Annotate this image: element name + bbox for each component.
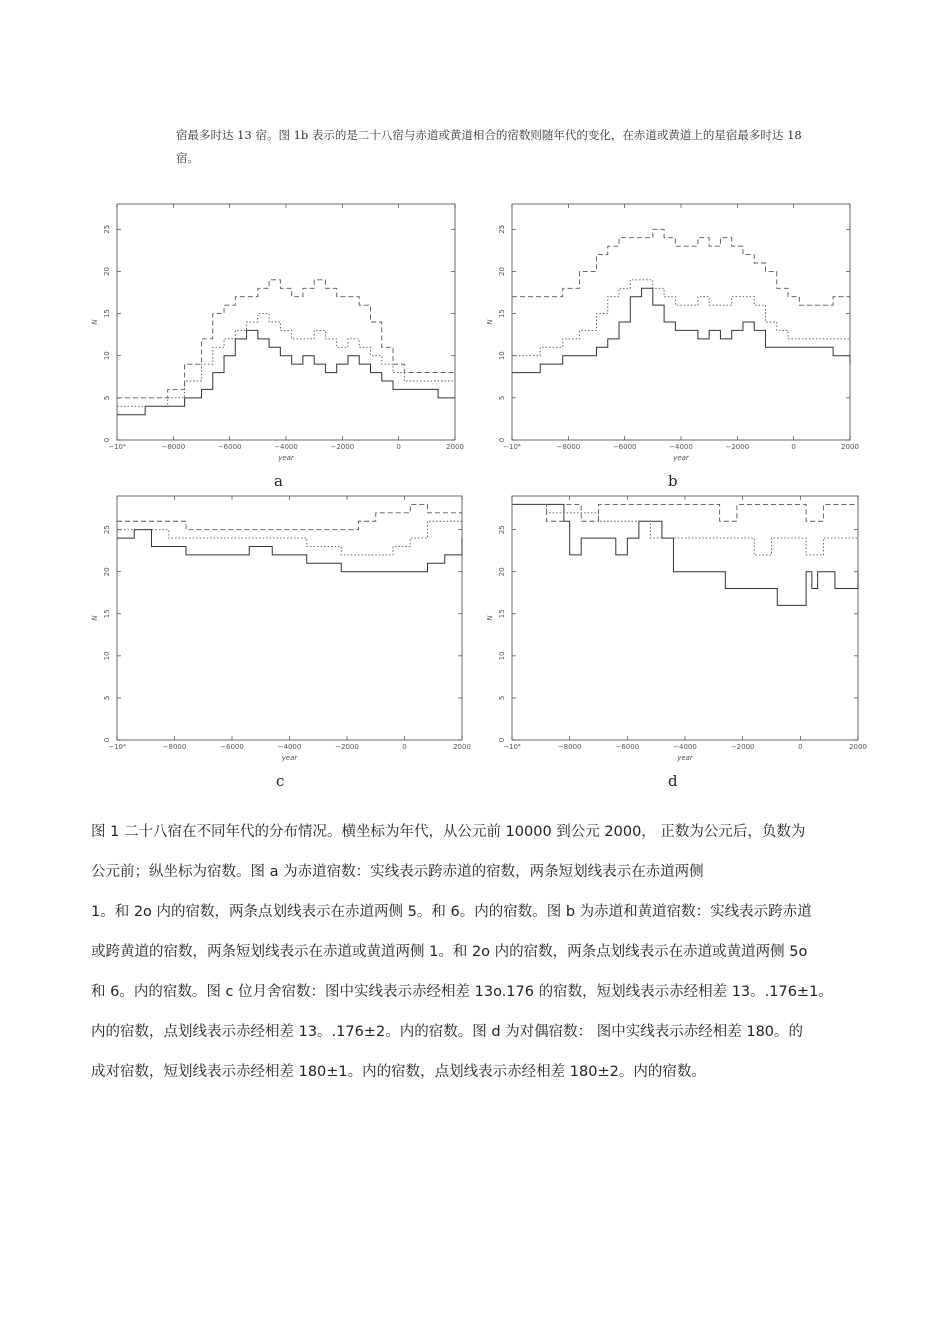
intro-line-2: 宿。 — [176, 151, 199, 165]
x-tick-label: −10⁴ — [503, 443, 521, 451]
x-tick-label: −2000 — [730, 743, 755, 751]
x-axis-label: year — [673, 454, 689, 462]
x-tick-label: −6000 — [612, 443, 637, 451]
x-tick-label: −4000 — [277, 743, 302, 751]
panel-label-c: c — [276, 772, 285, 790]
y-tick-label: 20 — [103, 567, 111, 577]
x-tick-label: −10⁴ — [108, 443, 126, 451]
caption-line-6: 内的宿数，点划线表示赤经相差 13。.176±2。内的宿数。图 d 为对偶宿数： 图中实线表示赤经相差 180。的 — [91, 1024, 804, 1040]
y-tick-label: 0 — [103, 437, 111, 443]
intro-paragraph — [176, 124, 866, 170]
y-tick-label: 20 — [103, 266, 111, 276]
x-tick-label: −4000 — [274, 443, 298, 451]
intro-line-1: 宿最多时达 13 宿。图 1b 表示的是二十八宿与赤道或黄道相合的宿数则随年代的变化，在赤道或黄道上的星宿最多时达 18 — [176, 128, 802, 142]
x-tick-label: −8000 — [556, 443, 581, 451]
y-tick-label: 15 — [103, 309, 111, 319]
x-tick-label: −2000 — [335, 743, 359, 751]
x-tick-label: −8000 — [162, 743, 187, 751]
x-tick-label: −6000 — [217, 443, 242, 451]
y-axis-label: N — [91, 319, 99, 325]
x-tick-label: −8000 — [161, 443, 186, 451]
x-axis-label: year — [281, 754, 298, 762]
y-tick-label: 20 — [498, 567, 506, 577]
y-tick-label: 25 — [103, 525, 111, 535]
x-tick-label: −6000 — [220, 743, 244, 751]
panel-label-d: d — [668, 772, 678, 790]
panel-label-b: b — [668, 472, 678, 490]
chart-panel-d — [488, 490, 868, 770]
x-axis-label: year — [677, 754, 693, 762]
series-dashed-line — [117, 504, 462, 529]
x-tick-label: −4000 — [669, 443, 693, 451]
x-tick-label: 2000 — [841, 443, 859, 451]
x-axis-label: year — [278, 454, 294, 462]
figure-caption — [91, 812, 871, 1092]
chart-a-svg — [92, 196, 464, 466]
y-axis-label: N — [91, 615, 99, 621]
chart-c-svg — [91, 490, 471, 770]
x-tick-label: 0 — [396, 443, 401, 451]
caption-line-5: 和 6。内的宿数。图 c 位月舍宿数：图中实线表示赤经相差 13o.176 的宿数，短划线表示赤经相差 13。.176±1。 — [91, 984, 833, 1000]
y-tick-label: 5 — [498, 395, 506, 401]
y-tick-label: 10 — [498, 351, 506, 361]
y-tick-label: 0 — [498, 737, 506, 743]
caption-line-3: 1。和 2o 内的宿数，两条点划线表示在赤道两侧 5。和 6。内的宿数。图 b 为赤道和黄道宿数：实线表示跨赤道 — [91, 904, 812, 920]
x-tick-label: 0 — [798, 743, 803, 751]
plot-frame — [117, 496, 462, 740]
y-tick-label: 20 — [498, 266, 506, 276]
y-tick-label: 10 — [103, 651, 111, 661]
chart-d-svg — [488, 490, 868, 770]
caption-line-7: 成对宿数，短划线表示赤经相差 180±1。内的宿数，点划线表示赤经相差 180±2。内的宿数。 — [91, 1064, 706, 1080]
x-tick-label: −8000 — [557, 743, 582, 751]
y-tick-label: 0 — [103, 737, 111, 743]
y-tick-label: 5 — [103, 395, 111, 401]
y-tick-label: 5 — [103, 695, 111, 701]
caption-line-4: 或跨黄道的宿数，两条短划线表示在赤道或黄道两侧 1。和 2o 内的宿数，两条点划线表示在赤道或黄道两侧 5o — [91, 944, 808, 960]
x-tick-label: −10⁴ — [108, 743, 126, 751]
caption-line-2: 公元前；纵坐标为宿数。图 a 为赤道宿数：实线表示跨赤道的宿数，两条短划线表示在赤道两侧 — [91, 864, 704, 880]
x-tick-label: 2000 — [453, 743, 471, 751]
x-tick-label: −2000 — [330, 443, 355, 451]
y-axis-label: N — [486, 615, 494, 621]
y-tick-label: 15 — [103, 609, 111, 619]
y-tick-label: 25 — [498, 224, 506, 234]
chart-panel-a — [92, 196, 464, 466]
y-tick-label: 15 — [498, 609, 506, 619]
x-tick-label: 2000 — [849, 743, 867, 751]
y-tick-label: 10 — [498, 651, 506, 661]
x-tick-label: −4000 — [673, 743, 697, 751]
series-dashed-line — [512, 229, 850, 305]
plot-frame — [117, 204, 455, 440]
y-tick-label: 25 — [498, 525, 506, 535]
caption-line-1: 图 1 二十八宿在不同年代的分布情况。横坐标为年代，从公元前 10000 到公元 2000， 正数为公元后，负数为 — [91, 824, 806, 840]
chart-b-svg — [488, 196, 860, 466]
x-tick-label: 0 — [402, 743, 407, 751]
panel-label-a: a — [274, 472, 283, 490]
series-solid-line — [117, 530, 462, 572]
y-tick-label: 5 — [498, 695, 506, 701]
x-tick-label: −10⁴ — [503, 743, 521, 751]
y-tick-label: 15 — [498, 309, 506, 319]
y-tick-label: 0 — [498, 437, 506, 443]
chart-panel-c — [91, 490, 471, 770]
x-tick-label: 0 — [791, 443, 796, 451]
chart-panel-b — [488, 196, 860, 466]
series-dotted-line — [117, 521, 462, 555]
y-tick-label: 10 — [103, 351, 111, 361]
plot-frame — [512, 204, 850, 440]
y-tick-label: 25 — [103, 224, 111, 234]
y-axis-label: N — [486, 319, 494, 325]
plot-frame — [512, 496, 858, 740]
x-tick-label: −2000 — [725, 443, 750, 451]
x-tick-label: 2000 — [446, 443, 464, 451]
x-tick-label: −6000 — [615, 743, 640, 751]
